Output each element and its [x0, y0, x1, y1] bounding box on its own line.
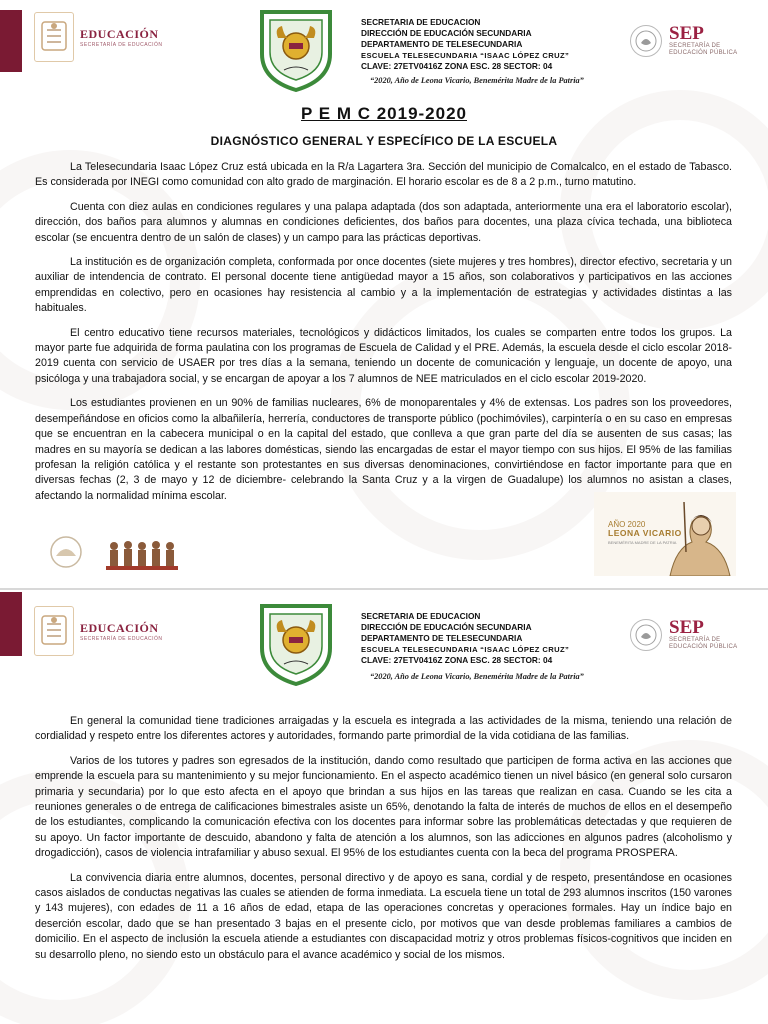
state-seal-icon	[34, 606, 74, 656]
body-paragraph: La Telesecundaria Isaac López Cruz está ubicada en la R/a Lagartera 3ra. Sección del municipio de Comalcalco, en el estado de Tabasco. Es considerada por INEGI como comunidad con alto grado de marginación. El horario escolar es de 8 a 2 p.m., turno matutino.	[35, 161, 732, 189]
sep-logo	[630, 618, 737, 651]
header-line: DIRECCIÓN DE EDUCACIÓN SECUNDARIA	[361, 28, 532, 38]
document-title: P E M C 2019-2020	[301, 104, 467, 123]
header-motto: “2020, Año de Leona Vicario, Benemérita Madre de la Patria”	[370, 76, 584, 85]
body-paragraph: Cuenta con diez aulas en condiciones regulares y una palapa adaptada (dos son adaptada, anteriormente una era el laboratorio escolar), dirección, dos baños para alumnos y alumnas en condiciones deficientes, dos baños para docentes, una plaza cívica techada, una biblioteca escolar (se encuentra dentro de un salón de clases) y un campo para las prácticas deportivas.	[35, 200, 732, 244]
side-color-band	[0, 10, 22, 72]
educacion-logo-name: EDUCACIÓN	[80, 620, 159, 635]
header-school-name: ESCUELA TELESECUNDARIA “ISAAC LÓPEZ CRUZ”	[361, 645, 570, 654]
side-color-band	[0, 592, 22, 656]
sep-logo-name: SEP	[669, 23, 704, 44]
header-institution-block	[361, 17, 601, 72]
header-line: DIRECCIÓN DE EDUCACIÓN SECUNDARIA	[361, 622, 532, 632]
sep-logo-line: EDUCACIÓN PÚBLICA	[669, 50, 738, 56]
page-1-body	[35, 160, 732, 513]
header-motto: “2020, Año de Leona Vicario, Benemérita Madre de la Patria”	[370, 672, 584, 681]
badge-caption: BENEMÉRITA MADRE DE LA PATRIA	[608, 540, 677, 545]
state-seal-icon	[34, 12, 74, 62]
sep-logo-name: SEP	[669, 617, 704, 638]
body-paragraph: Los estudiantes provienen en un 90% de familias nucleares, 6% de monoparentales y 4% de extensas. Los padres son los proveedores, desempeñándose en oficios como la albañilería, herrería, conductores de transporte público (pochimóviles), carpintería o en su caso en empresas que se encuentran en la cabecera municipal o en la capital del estado, que conlleva a que gran parte del día se ausenten de sus casas; las madres en su mayoría se dedican a las labores domésticas, siendo las encargadas de estar el mayor tiempo con sus hijos. El 95% de las familias profesan la religión católica y el restante son protestantes en sus diversas denominaciones, convirtiéndose en factor importante para que en diversas fechas (2, 3 de mayo y 12 de diciembre- celebrando la Santa Cruz y a la virgen de Guadalupe) los alumnos no asistan a clases, afectando la normalidad mínima escolar.	[35, 397, 732, 502]
document-subtitle: DIAGNÓSTICO GENERAL Y ESPECÍFICO DE LA ESCUELA	[210, 134, 558, 148]
sep-logo-line: EDUCACIÓN PÚBLICA	[669, 644, 738, 650]
educacion-logo-name: EDUCACIÓN	[80, 26, 159, 41]
header-school-name: ESCUELA TELESECUNDARIA “ISAAC LÓPEZ CRUZ”	[361, 51, 570, 60]
educacion-logo-subtitle: SECRETARÍA DE EDUCACIÓN	[80, 41, 163, 48]
educacion-logo	[34, 12, 163, 62]
historical-figures-illustration	[44, 534, 194, 570]
body-paragraph: El centro educativo tiene recursos materiales, tecnológicos y didácticos limitados, los cuales se comparten entre todos los grupos. La mayor parte fue adquirida de forma paulatina con los programas de Escuela de Calidad y el PRE. Además, la escuela desde el ciclo escolar 2018-2019 cuenta con servicio de USAER por tres días a la semana, teniendo un docente de comunicación y lenguaje, un docente de apoyo, una psicóloga y una trabajadora social, y se encargan de apoyar a los 7 alumnos de NEE matriculados en el ciclo escolar 2019-2020.	[35, 326, 732, 385]
educacion-logo	[34, 606, 163, 656]
educacion-logo-subtitle: SECRETARÍA DE EDUCACIÓN	[80, 635, 163, 642]
body-paragraph: La institución es de organización completa, conformada por once docentes (siete mujeres y tres hombres), director efectivo, secretaria y un auxiliar de intendencia de contrato. El personal docente tiene antigüedad mayor a 15 años, son colaborativos y participativos en las acciones emprendidas en colectivo, pero en ocasiones hay resistencia al cambio y a la implementación de estrategias y actividades distintas a las habituales.	[35, 256, 732, 315]
document-page-2	[0, 590, 768, 1024]
sep-logo-line: SECRETARÍA DE	[669, 637, 721, 643]
badge-year: AÑO 2020	[608, 520, 646, 529]
school-crest-icon	[258, 602, 334, 686]
leona-vicario-badge	[594, 492, 736, 576]
badge-name: LEONA VICARIO	[608, 528, 682, 538]
national-seal-icon	[630, 25, 662, 57]
header-line: SECRETARIA DE EDUCACION	[361, 611, 481, 621]
header-clave: CLAVE: 27ETV0416Z ZONA ESC. 28 SECTOR: 04	[361, 61, 553, 71]
school-crest-icon	[258, 8, 334, 92]
sep-logo	[630, 24, 737, 57]
body-paragraph: Varios de los tutores y padres son egresados de la institución, dando como resultado que participen de forma activa en las acciones que emprende la escuela para su mantenimiento y su mejor funcionamiento. En el aspecto académico tienen un nivel básico (en general solo cursaron primaria y secundaria) por lo que esto afecta en el apoyo que brindan a sus hijos en las tareas que realizan en casa. Cuando se les cita a reuniones generales o de entrega de calificaciones bimestrales asiste un 65%, denotando la falta de interés de muchos de ellos en el desempeño de los estudiantes, complicando la comunicación efectiva con los docentes para informar sobre las problemáticas detectadas y que requieren de su apoyo. Un factor importante de descuido, abandono y falta de atención a los alumnos, son las adicciones en algunos padres (alcoholismo y drogadicción), casos de violencia intrafamiliar y abuso sexual. El 95% de los estudiantes cuenta con la beca del programa PROSPERA.	[35, 754, 732, 860]
body-paragraph: La convivencia diaria entre alumnos, docentes, personal directivo y de apoyo es sana, cordial y de respeto, presentándose en ocasiones casos aislados de conductas negativas las cuales se atienden de forma inmediata. La escuela tiene un total de 293 alumnos inscritos (150 varones y 143 mujeres), con edades de 11 a 16 años de edad, etapa de las operaciones concretas y operaciones formales. Hay un índice bajo en deserción escolar, dado que se han presentado 3 bajas en el presente ciclo, por motivos que van desde problemas familiares a cambios de domicilio. En el aspecto de inclusión la escuela atiende a estudiantes con discapacidad motriz y otros problemas físicos-cognitivos que inciden en su desarrollo pleno, no siendo esto un obstáculo para el avance académico y social de los mismos.	[35, 871, 732, 961]
sep-logo-line: SECRETARÍA DE	[669, 43, 721, 49]
header-line: DEPARTAMENTO DE TELESECUNDARIA	[361, 39, 523, 49]
header-line: SECRETARIA DE EDUCACION	[361, 17, 481, 27]
national-seal-icon	[630, 619, 662, 651]
header-clave: CLAVE: 27ETV0416Z ZONA ESC. 28 SECTOR: 04	[361, 655, 553, 665]
header-institution-block	[361, 611, 601, 666]
body-paragraph: En general la comunidad tiene tradiciones arraigadas y la escuela es integrada a las actividades de la misma, teniendo una relación de cordialidad y respeto entre los diferentes actores y autoridades, formando parte primordial de la vida cotidiana de las familias.	[35, 715, 732, 743]
page-2-body	[35, 714, 732, 972]
header-line: DEPARTAMENTO DE TELESECUNDARIA	[361, 633, 523, 643]
